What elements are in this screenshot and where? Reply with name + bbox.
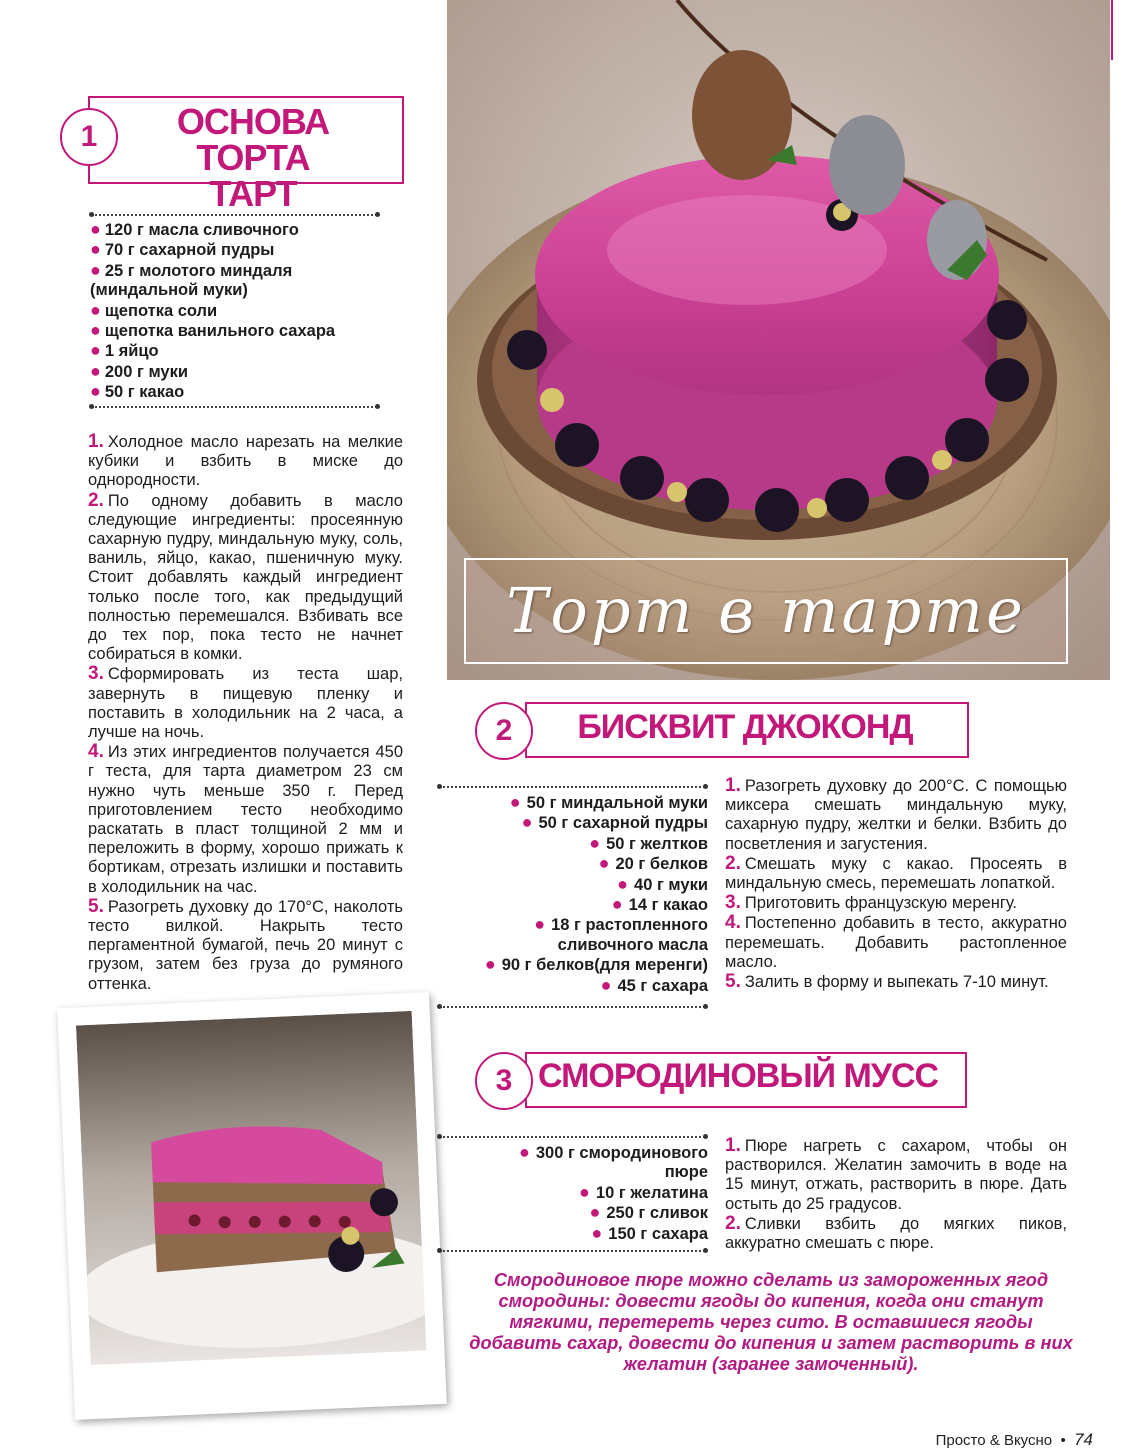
- step: 5. Залить в форму и выпекать 7-10 минут.: [725, 971, 1049, 993]
- step: 4. Из этих ингредиентов получается 450 г теста, для тарта диаметром 23 см нужно чуть меньше 350 г. Перед приготовлением тесто необходимо раскатать в пласт толщиной 2 мм и переложить в форму, хорошо прижать к бортикам, отрезать излишки и поставить в холодильник на час.: [88, 741, 403, 896]
- ingredient-item: ● 50 г миндальной муки: [509, 792, 708, 812]
- ingredient-item: ● 70 г сахарной пудры: [90, 239, 275, 260]
- ingredient-item: ● 90 г белков(для меренги): [484, 954, 708, 975]
- ingredient-item: ● 50 г какао: [90, 381, 185, 402]
- section1-rule-bottom: [92, 406, 377, 408]
- section3-rule-top: [440, 1136, 705, 1138]
- ingredient-item: ● 1 яйцо: [90, 340, 159, 361]
- ingredient-item: ● 25 г молотого миндаля (миндальной муки): [90, 259, 293, 300]
- footer-bullet: •: [1056, 1432, 1070, 1449]
- magazine-name: Просто & Вкусно: [935, 1432, 1053, 1449]
- section1-title-line1: ОСНОВА ТОРТА: [176, 101, 330, 178]
- ingredient-item: ● 50 г желтков: [589, 832, 708, 853]
- section3-steps: [725, 1136, 1067, 1253]
- section2-rule-top: [440, 786, 705, 788]
- step: 2. По одному добавить в масло следующие ингредиенты: просеянную сахарную пудру, миндальную муку, соль, ваниль, яйцо, какао, пшеничную муку. Стоит добавлять каждый ингредиент только после того, как предыдущий полностью перемешался. Взбивать все до тех пор, пока тесто не начнет собираться в комки.: [88, 489, 403, 664]
- ingredient-item: ● 50 г сахарной пудры: [521, 812, 708, 833]
- hero-title-plaque: [464, 558, 1068, 664]
- page-footer: [936, 1430, 1093, 1450]
- step: 2. Сливки взбить до мягких пиков, аккуратно смешать с пюре.: [725, 1212, 1067, 1253]
- section2-ingredient-list: [430, 793, 708, 996]
- step: 3. Приготовить французскую меренгу.: [725, 892, 1018, 914]
- ingredient-item: ● 14 г какао: [611, 894, 708, 915]
- section1-title-line2: ТАРТ: [209, 173, 297, 214]
- step: 1. Холодное масло нарезать на мелкие кубики и взбить в миске до однородности.: [88, 431, 403, 490]
- ingredient-item: ● 200 г муки: [90, 360, 189, 381]
- section2-title: БИСКВИТ ДЖОКОНД: [577, 708, 913, 746]
- section1-rule-top: [92, 214, 377, 216]
- page-number: 74: [1074, 1430, 1093, 1449]
- section3-rule-bottom: [440, 1250, 705, 1252]
- ingredient-item: ● 20 г белков: [598, 853, 708, 874]
- step: 1. Пюре нагреть с сахаром, чтобы он растворился. Желатин замочить в воде на 15 минут, отжать, растворить в пюре. Дать остыть до 25 градусов.: [725, 1135, 1067, 1213]
- page-edge-line: [1111, 0, 1113, 60]
- section1-number: 1: [60, 108, 118, 166]
- section2-number: 2: [475, 702, 533, 760]
- section3-number: 3: [475, 1052, 533, 1110]
- section1-steps: [88, 432, 403, 994]
- section2-rule-bottom: [440, 1006, 705, 1008]
- ingredient-item: ● 10 г желатина: [579, 1181, 708, 1202]
- step: 4. Постепенно добавить в тесто, аккуратно перемешать. Добавить растопленное масло.: [725, 912, 1067, 971]
- section1-title: [118, 101, 388, 214]
- hero-script-title: Торт в тарте: [506, 574, 1026, 647]
- section3-title: СМОРОДИНОВЫЙ МУСС: [538, 1057, 939, 1095]
- ingredient-item: ● 40 г муки: [617, 873, 708, 894]
- section1-ingredient-list: [90, 220, 390, 403]
- ingredient-item: ● 18 г растопленного сливочного масла: [534, 914, 708, 954]
- cake-slice-illustration: [76, 1011, 427, 1365]
- section3-note: Смородиновое пюре можно сделать из замороженных ягод смородины: довести ягоды до кипения, когда они станут мягкими, перетереть через сито. В оставшиеся ягоды добавить сахар, довести до кипения и затем растворить в них желатин (заранее замоченный).: [469, 1270, 1073, 1374]
- ingredient-item: ● 300 г смородинового пюре: [518, 1142, 708, 1182]
- step: 1. Разогреть духовку до 200°С. С помощью миксера смешать миндальную муку, сахарную пудру, желтки и белки. Взбить до посветления и загустения.: [725, 775, 1067, 853]
- ingredient-item: ● щепотка соли: [90, 299, 218, 320]
- step: 5. Разогреть духовку до 170°С, наколоть тесто вилкой. Накрыть тесто пергаментной бумагой, печь 20 минут с грузом, затем без груза до румяного оттенка.: [88, 895, 403, 993]
- ingredient-item: ● щепотка ванильного сахара: [90, 320, 336, 341]
- section3-ingredient-list: [430, 1143, 708, 1244]
- ingredient-item: ● 250 г сливок: [589, 1202, 708, 1223]
- section2-steps: [725, 776, 1067, 992]
- step: 2. Смешать муку с какао. Просеять в миндальную смесь, перемешать лопаткой.: [725, 852, 1067, 893]
- ingredient-item: ● 150 г сахара: [591, 1222, 708, 1243]
- step: 3. Сформировать из теста шар, завернуть в пищевую пленку и поставить в холодильник на 2 часа, а лучше на ночь.: [88, 663, 403, 742]
- cake-slice-photo: [57, 992, 447, 1420]
- ingredient-item: ● 45 г сахара: [600, 974, 708, 995]
- ingredient-item: ● 120 г масла сливочного: [90, 219, 299, 239]
